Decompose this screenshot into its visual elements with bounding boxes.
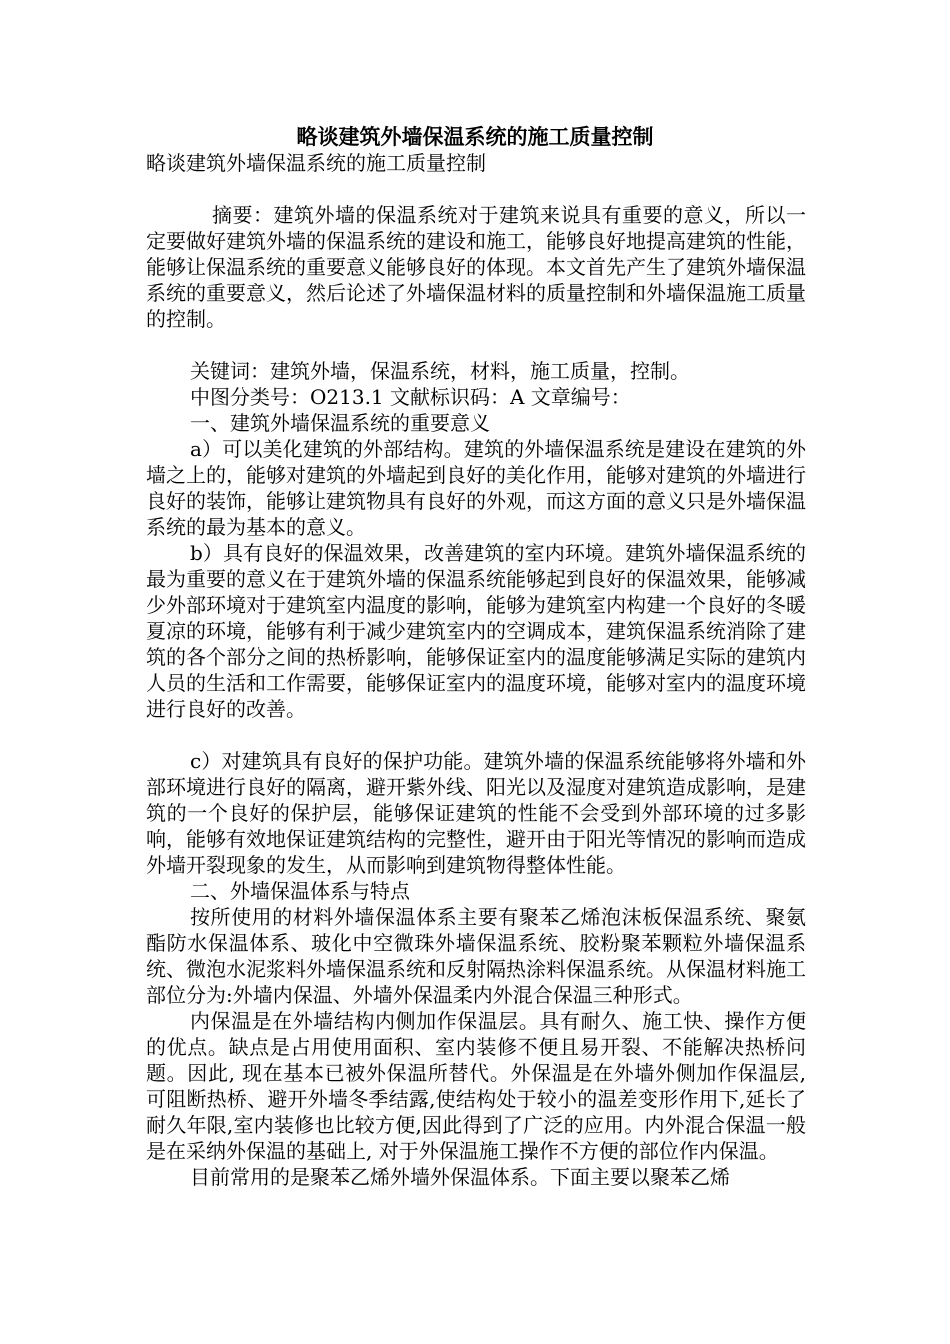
paragraph-a: a）可以美化建筑的外部结构。建筑的外墙保温系统是建设在建筑的外墙之上的，能够对建筑的外墙起到良好的美化作用，能够对建筑的外墙进行良好的装饰，能够让建筑物具有良好的外观，而这方面的意义只是外墙保温系统的最为基本的意义。 [146,437,806,539]
paragraph-e: 内保温是在外墙结构内侧加作保温层。具有耐久、施工快、操作方便的优点。缺点是占用使用面积、室内装修不便且易开裂、不能解决热桥问题。因此, 现在基本已被外保温所替代。外保温是在外墙外侧加作保温层, 可阻断热桥、避开外墙冬季结露,使结构处于较小的温差变形作用下,延长了耐久年限,室内装修也比较方便,因此得到了广泛的应用。内外混合保温一般是在采纳外保温的基础上, 对于外保温施工操作不方便的部位作内保温。 [146,1009,806,1163]
paragraph-c: c）对建筑具有良好的保护功能。建筑外墙的保温系统能够将外墙和外部环境进行良好的隔离，避开紫外线、阳光以及湿度对建筑造成影响，是建筑的一个良好的保护层，能够保证建筑的性能不会受到外部环境的过多影响，能够有效地保证建筑结构的完整性，避开由于阳光等情况的影响而造成外墙开裂现象的发生，从而影响到建筑物得整体性能。 [146,749,806,877]
document-subtitle: 略谈建筑外墙保温系统的施工质量控制 [146,151,486,175]
classification-line: 中图分类号：O213.1 文献标识码：A 文章编号： [190,385,631,409]
spacer [146,722,806,748]
abstract-paragraph: 摘要：建筑外墙的保温系统对于建筑来说具有重要的意义，所以一定要做好建筑外墙的保温系统的建设和施工，能够良好地提高建筑的性能，能够让保温系统的重要意义能够良好的体现。本文首先产生了建筑外墙保温系统的重要意义，然后论述了外墙保温材料的质量控制和外墙保温施工质量的控制。 [146,203,806,331]
keywords-line: 关键词：建筑外墙，保温系统，材料，施工质量，控制。 [190,359,690,383]
paragraph-b: b）具有良好的保温效果，改善建筑的室内环境。建筑外墙保温系统的最为重要的意义在于建筑外墙的保温系统能够起到良好的保温效果，能够减少外部环境对于建筑室内温度的影响，能够为建筑室内构建一个良好的冬暖夏凉的环境，能够有利于减少建筑室内的空调成本，建筑保温系统消除了建筑的各个部分之间的热桥影响，能够保证室内的温度能够满足实际的建筑内人员的生活和工作需要，能够保证室内的温度环境，能够对室内的温度环境进行良好的改善。 [146,541,806,721]
document-body [146,150,806,1190]
section-heading-2: 二、外墙保温体系与特点 [190,879,410,903]
spacer [146,176,806,202]
section-heading-1: 一、建筑外墙保温系统的重要意义 [190,411,490,435]
document-title: 略谈建筑外墙保温系统的施工质量控制 [296,124,654,149]
spacer [146,332,806,358]
paragraph-d: 按所使用的材料外墙保温体系主要有聚苯乙烯泡沫板保温系统、聚氨酯防水保温体系、玻化中空微珠外墙保温系统、胶粉聚苯颗粒外墙保温系统、微泡水泥浆料外墙保温系统和反射隔热涂料保温系统。从保温材料施工部位分为:外墙内保温、外墙外保温柔内外混合保温三种形式。 [146,905,806,1007]
paragraph-f: 目前常用的是聚苯乙烯外墙外保温体系。下面主要以聚苯乙烯 [190,1165,730,1189]
